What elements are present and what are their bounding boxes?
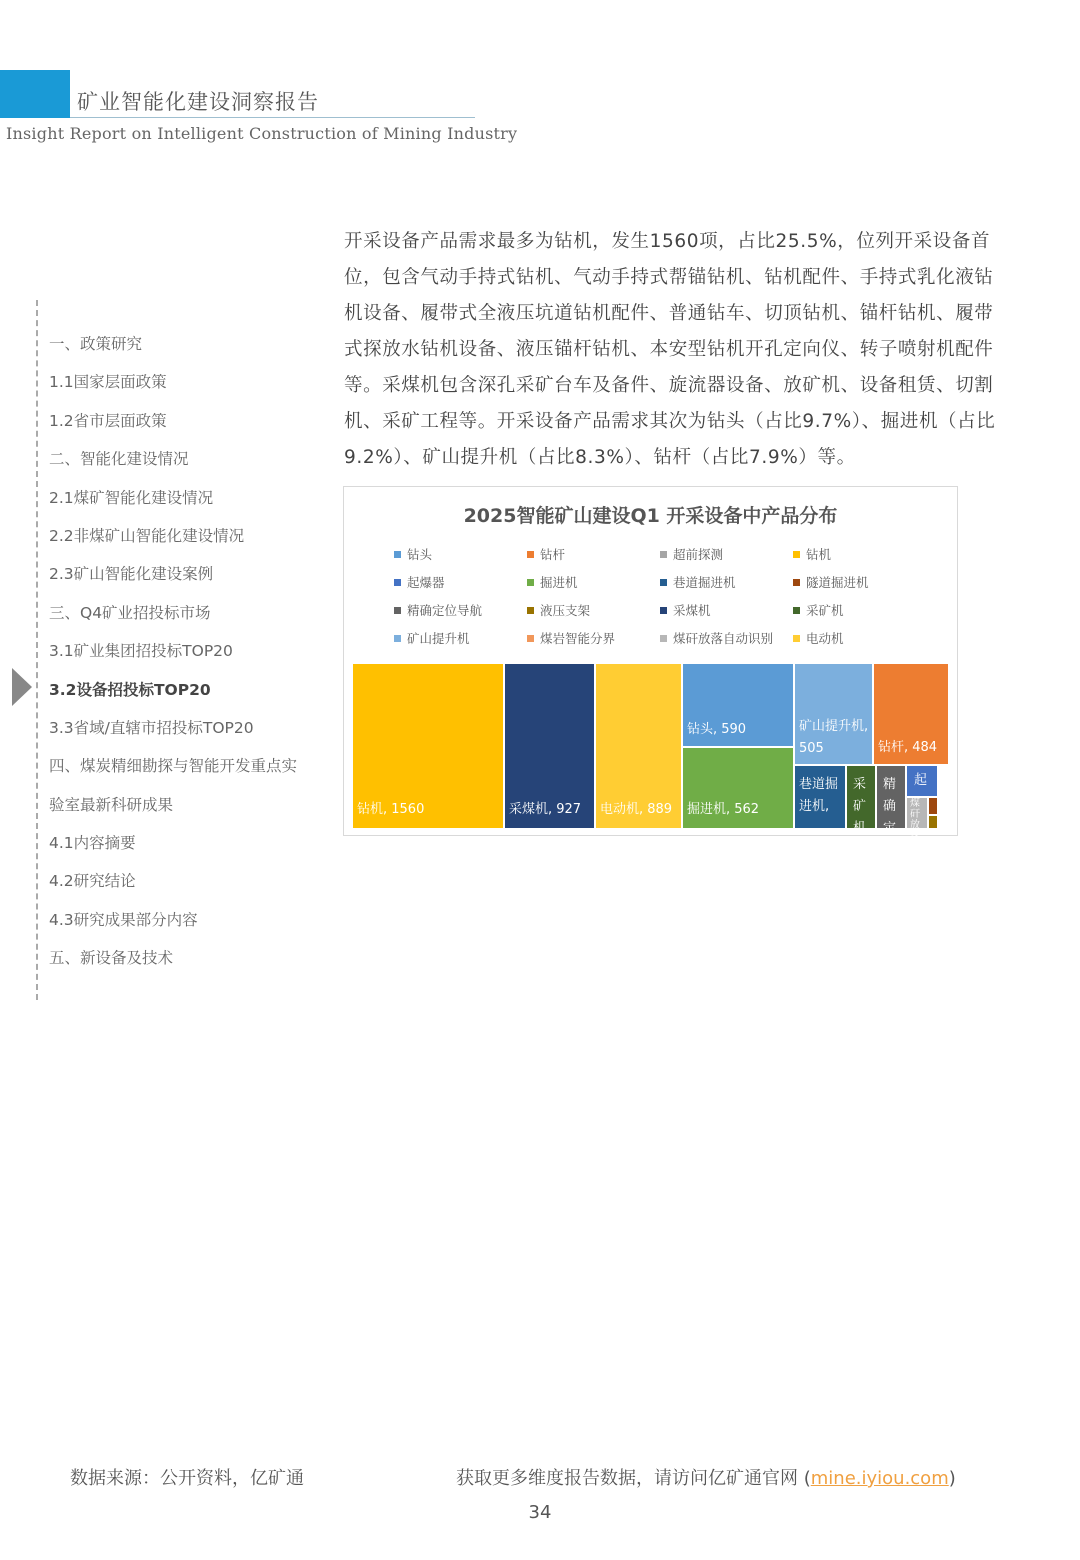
treemap-cell — [596, 664, 681, 828]
toc-item[interactable]: 3.2设备招投标TOP20 — [49, 680, 211, 699]
treemap-cell — [353, 664, 503, 828]
treemap-cell-label: 采煤机, 927 — [509, 802, 582, 817]
treemap-cell-label: 掘进机, 562 — [687, 802, 760, 817]
toc-item[interactable]: 一、政策研究 — [49, 335, 143, 353]
report-title: 矿业智能化建设洞察报告 — [77, 90, 319, 114]
toc-item[interactable]: 2.2非煤矿山智能化建设情况 — [49, 526, 245, 545]
legend-swatch — [394, 579, 401, 586]
legend-label: 隧道掘进机 — [806, 575, 869, 590]
body-paragraph: 开采设备产品需求最多为钻机，发生1560项，占比25.5%，位列开采设备首位，包含气动手持式钻机、气动手持式帮锚钻机、钻机配件、手持式乳化液钻机设备、履带式全液压坑道钻机配件、普通钻车、切顶钻机、锚杆钻机、履带式探放水钻机设备、液压锚杆钻机、本安型钻机开孔定向仪、转子喷射机配件等。采煤机包含深孔采矿台车及备件、旋流器设备、放矿机、设备租赁、切割机、采矿工程等。开采设备产品需求其次为钻头（占比9.7%）、掘进机（占比9.2%）、矿山提升机（占比8.3%）、钻杆（占比7.9%）等。 — [344, 231, 996, 468]
legend-swatch — [394, 635, 401, 642]
legend-swatch — [793, 551, 800, 558]
legend-label: 采煤机 — [673, 603, 711, 618]
legend-label: 煤岩智能分界 — [540, 631, 616, 646]
legend-item — [394, 601, 482, 619]
legend-swatch — [660, 551, 667, 558]
footer-cta-close: ) — [948, 1468, 956, 1489]
legend-label: 钻杆 — [540, 547, 566, 562]
legend-item — [660, 601, 711, 619]
legend-swatch — [527, 635, 534, 642]
legend-item — [793, 601, 844, 619]
treemap-plot — [353, 664, 949, 842]
legend-swatch — [527, 551, 534, 558]
treemap-chart — [343, 486, 958, 842]
treemap-cell-label: 精确定 — [883, 777, 897, 836]
legend-label: 精确定位导航 — [407, 603, 483, 618]
treemap-cell — [929, 816, 937, 828]
toc-item[interactable]: 三、Q4矿业招投标市场 — [49, 603, 211, 622]
legend-label: 矿山提升机 — [407, 631, 470, 646]
treemap-cell — [683, 748, 793, 828]
legend-item — [793, 573, 869, 591]
legend-label: 采矿机 — [806, 603, 844, 618]
treemap-cell — [874, 664, 948, 764]
treemap-cell-label: 电动机, 889 — [600, 802, 673, 817]
legend-swatch — [660, 607, 667, 614]
treemap-cell-label: 钻头, 590 — [687, 722, 747, 737]
legend-item — [793, 545, 831, 563]
footer-cta — [456, 1464, 956, 1490]
legend-item — [527, 573, 578, 591]
legend-swatch — [394, 607, 401, 614]
treemap-cell — [907, 798, 927, 842]
legend-item — [394, 629, 470, 647]
data-source: 数据来源：公开资料，亿矿通 — [70, 1468, 304, 1489]
legend-label: 起爆器 — [407, 575, 445, 590]
treemap-cell-label: 矿山提升机, 505 — [799, 719, 869, 756]
legend-item — [660, 573, 736, 591]
toc-item[interactable]: 2.1煤矿智能化建设情况 — [49, 488, 214, 507]
legend-swatch — [793, 635, 800, 642]
footer-cta-text: 获取更多维度报告数据，请访问亿矿通官网 ( — [456, 1468, 811, 1489]
treemap-cell-label: 采矿机 — [853, 777, 867, 836]
treemap-cell-label: 起 — [914, 773, 928, 788]
legend-item — [527, 629, 615, 647]
website-link[interactable]: mine.iyiou.com — [810, 1468, 949, 1489]
legend-swatch — [660, 579, 667, 586]
chart-title: 2025智能矿山建设Q1 开采设备中产品分布 — [463, 505, 838, 527]
treemap-cell — [877, 766, 905, 836]
legend-item — [394, 545, 432, 563]
treemap-cell-label: 煤矸放落 — [910, 798, 920, 842]
legend-label: 钻头 — [407, 547, 433, 562]
treemap-cell — [795, 664, 872, 764]
toc-item[interactable]: 验室最新科研成果 — [49, 795, 174, 814]
legend-label: 钻机 — [806, 547, 832, 562]
toc-item[interactable]: 1.2省市层面政策 — [49, 411, 167, 430]
header-accent-block — [0, 72, 70, 118]
treemap-cell-label: 巷道掘进机, — [799, 777, 839, 814]
treemap-cell — [683, 664, 793, 746]
treemap-cell — [847, 766, 875, 836]
toc-item[interactable]: 五、新设备及技术 — [49, 949, 174, 968]
treemap-cell-label: 钻机, 1560 — [357, 802, 425, 817]
legend-swatch — [793, 579, 800, 586]
treemap-cell — [505, 664, 594, 828]
legend-item — [793, 629, 844, 647]
legend-label: 液压支架 — [540, 603, 591, 618]
treemap-cell-label: 钻杆, 484 — [878, 740, 938, 755]
legend-item — [660, 629, 773, 647]
legend-item — [660, 545, 723, 563]
legend-swatch — [660, 635, 667, 642]
treemap-cell — [929, 798, 937, 814]
treemap-cell — [795, 766, 845, 828]
legend-swatch — [527, 607, 534, 614]
toc-item[interactable]: 2.3矿山智能化建设案例 — [49, 565, 214, 584]
table-of-contents — [49, 332, 329, 985]
toc-item[interactable]: 4.2研究结论 — [49, 872, 136, 891]
header-rule — [70, 117, 475, 118]
treemap-cell — [907, 766, 937, 796]
toc-item[interactable]: 3.1矿业集团招投标TOP20 — [49, 642, 233, 661]
legend-swatch — [527, 579, 534, 586]
legend-label: 电动机 — [806, 631, 844, 646]
legend-swatch — [793, 607, 800, 614]
toc-current-arrow-icon — [12, 668, 32, 706]
legend-item — [527, 545, 565, 563]
toc-item[interactable]: 3.3省域/直辖市招投标TOP20 — [49, 718, 254, 737]
legend-item — [527, 601, 590, 619]
legend-label: 巷道掘进机 — [673, 575, 736, 590]
toc-item[interactable]: 4.3研究成果部分内容 — [49, 910, 198, 929]
toc-dashed-line — [36, 300, 38, 1000]
report-subtitle: Insight Report on Intelligent Construction of Mining Industry — [6, 124, 518, 143]
legend-label: 煤矸放落自动识别 — [673, 631, 774, 646]
legend-label: 掘进机 — [540, 575, 578, 590]
legend-label: 超前探测 — [673, 547, 724, 562]
page-number: 34 — [528, 1502, 552, 1523]
toc-item[interactable]: 1.1国家层面政策 — [49, 373, 167, 392]
legend-item — [394, 573, 445, 591]
toc-item[interactable]: 4.1内容摘要 — [49, 834, 136, 853]
legend-swatch — [394, 551, 401, 558]
toc-item[interactable]: 四、煤炭精细勘探与智能开发重点实 — [49, 757, 298, 776]
toc-item[interactable]: 二、智能化建设情况 — [49, 450, 189, 469]
